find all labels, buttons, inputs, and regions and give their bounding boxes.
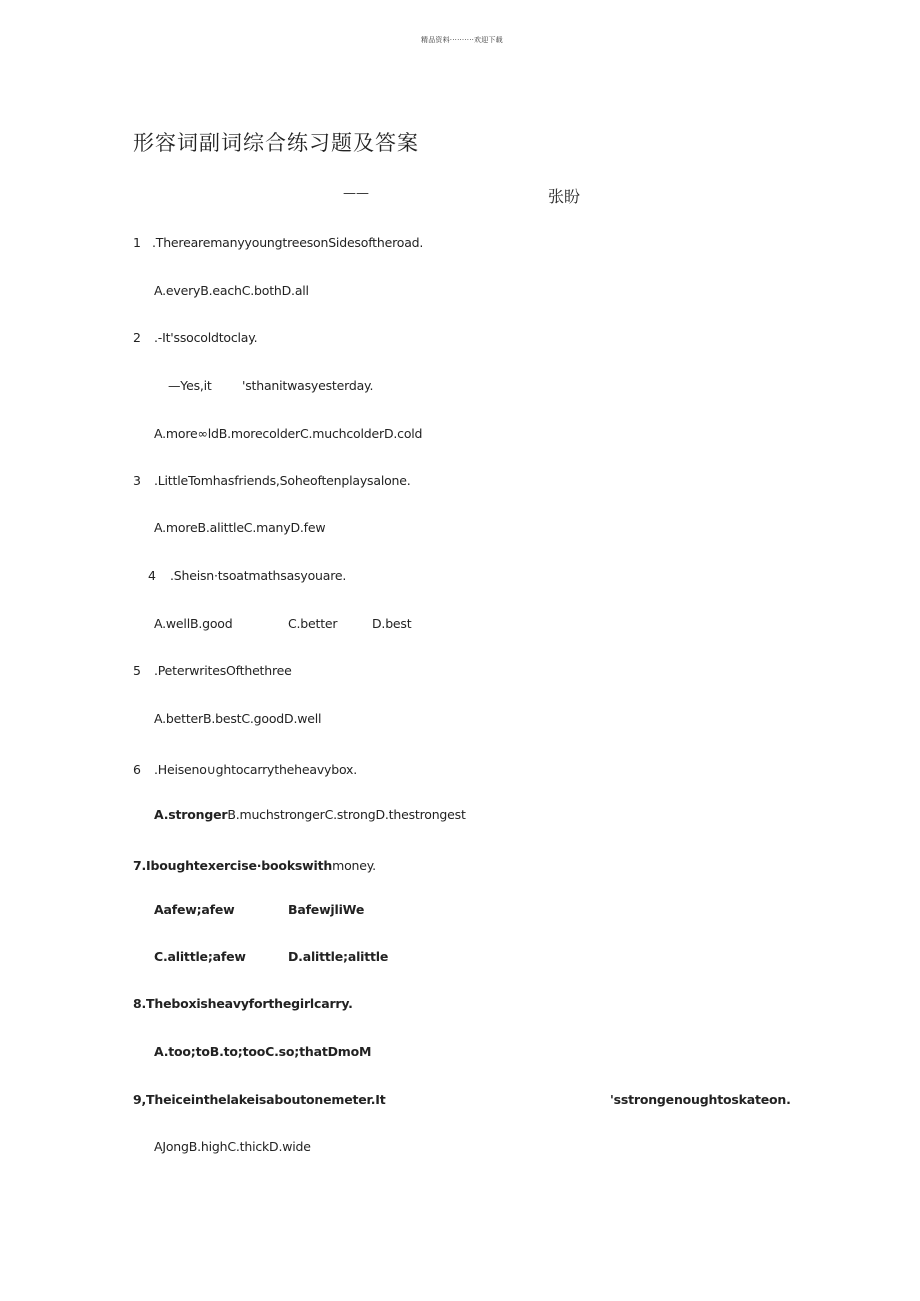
- author-dash: ——: [343, 186, 369, 201]
- question-2-options: A.more∞ldB.morecolderC.muchcolderD.cold: [154, 426, 423, 441]
- question-4-option-d: D.best: [372, 616, 412, 631]
- question-3-number: 3: [133, 473, 141, 488]
- question-4-number: 4: [148, 568, 156, 583]
- question-8-options: A.too;toB.to;tooC.so;thatDmoM: [154, 1044, 372, 1059]
- question-9-text-start: 9,Theiceinthelakeisaboutonemeter.It: [133, 1092, 386, 1107]
- question-1-options: A.everyB.eachC.bothD.all: [154, 283, 309, 298]
- question-1-text: .TherearemanyyoungtreesonSidesoftheroad.: [152, 235, 424, 250]
- question-2-number: 2: [133, 330, 141, 345]
- author-name: 张盼: [548, 187, 581, 206]
- question-2-reply-end: 'sthanitwasyesterday.: [242, 378, 374, 393]
- question-9-text-end: 'sstrongenoughtoskateon.: [610, 1092, 791, 1107]
- question-7-text-bold: 7.Iboughtexercise·bookswith: [133, 858, 333, 873]
- question-7-option-b: BafewjliWe: [288, 902, 365, 917]
- question-5-text: .PeterwritesOfthethree: [154, 663, 292, 678]
- question-6-text: .Heiseno∪ghtocarrytheheavybox.: [154, 762, 358, 777]
- question-1-number: 1: [133, 235, 141, 250]
- question-6-option-rest: B.muchstrongerC.strongD.thestrongest: [227, 807, 466, 822]
- question-5-options: A.betterB.bestC.goodD.well: [154, 711, 322, 726]
- question-3-text: .LittleTomhasfriends,Soheoftenplaysalone.: [154, 473, 411, 488]
- question-9-options: AJongB.highC.thickD.wide: [154, 1139, 311, 1154]
- question-2-text: .-It'ssocoldtoclay.: [154, 330, 258, 345]
- question-7-option-c: C.alittle;afew: [154, 949, 246, 964]
- header-watermark: 精品资料··········欢迎下载: [421, 36, 503, 44]
- question-4-option-c: C.better: [288, 616, 338, 631]
- question-4-text: .Sheisn·tsoatmathsasyouare.: [170, 568, 347, 583]
- question-7-text-rest: money.: [332, 858, 376, 873]
- question-6-option-a: A.stronger: [154, 807, 228, 822]
- question-2-reply-start: —Yes,it: [168, 378, 212, 393]
- question-6-number: 6: [133, 762, 141, 777]
- question-7-option-a: Aafew;afew: [154, 902, 235, 917]
- question-7-option-d: D.alittle;alittle: [288, 949, 389, 964]
- question-7-text: [133, 858, 376, 873]
- document-title: 形容词副词综合练习题及答案: [133, 131, 419, 155]
- question-8-text: 8.Theboxisheavyforthegirlcarry.: [133, 996, 353, 1011]
- question-3-options: A.moreB.alittleC.manyD.few: [154, 520, 326, 535]
- question-4-option-ab: A.wellB.good: [154, 616, 233, 631]
- question-5-number: 5: [133, 663, 141, 678]
- question-6-options: [154, 807, 466, 822]
